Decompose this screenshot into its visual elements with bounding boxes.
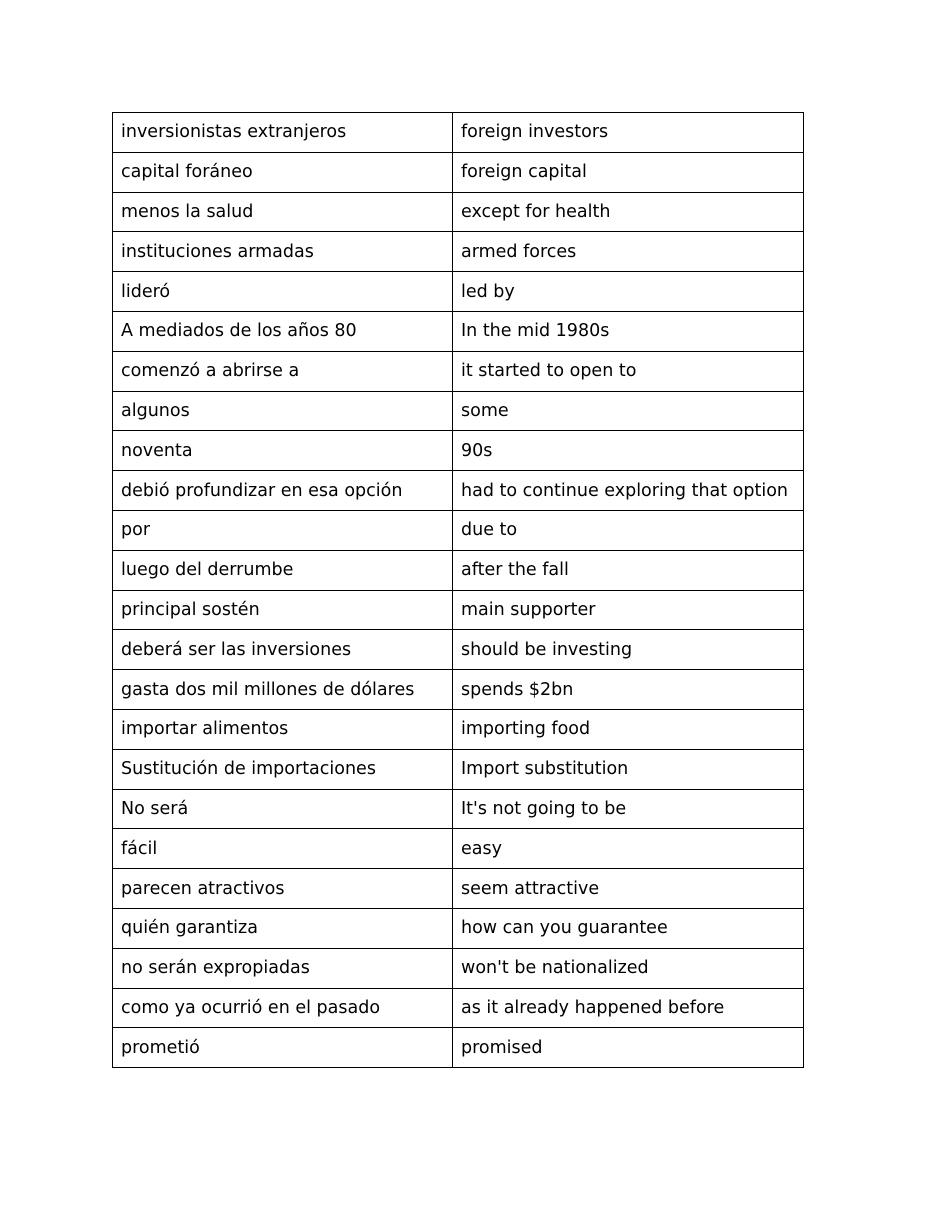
spanish-term-cell: gasta dos mil millones de dólares [113, 670, 453, 710]
spanish-term-cell: deberá ser las inversiones [113, 630, 453, 670]
spanish-term-cell: como ya ocurrió en el pasado [113, 988, 453, 1028]
spanish-term-cell: principal sostén [113, 590, 453, 630]
spanish-term-cell: luego del derrumbe [113, 550, 453, 590]
spanish-term-cell: noventa [113, 431, 453, 471]
english-translation-cell: how can you guarantee [453, 908, 804, 948]
table-row [113, 1028, 804, 1068]
table-row [113, 709, 804, 749]
table-row [113, 351, 804, 391]
table-row [113, 869, 804, 909]
table-row [113, 510, 804, 550]
english-translation-cell: easy [453, 829, 804, 869]
english-translation-cell: some [453, 391, 804, 431]
table-row [113, 988, 804, 1028]
english-translation-cell: seem attractive [453, 869, 804, 909]
spanish-term-cell: inversionistas extranjeros [113, 113, 453, 153]
table-row [113, 311, 804, 351]
table-row [113, 113, 804, 153]
spanish-term-cell: menos la salud [113, 192, 453, 232]
spanish-term-cell: lideró [113, 272, 453, 312]
vocabulary-table-body [113, 113, 804, 1068]
spanish-term-cell: algunos [113, 391, 453, 431]
table-row [113, 192, 804, 232]
spanish-term-cell: A mediados de los años 80 [113, 311, 453, 351]
english-translation-cell: 90s [453, 431, 804, 471]
spanish-term-cell: debió profundizar en esa opción [113, 471, 453, 511]
table-row [113, 431, 804, 471]
english-translation-cell: led by [453, 272, 804, 312]
spanish-term-cell: prometió [113, 1028, 453, 1068]
table-row [113, 232, 804, 272]
english-translation-cell: spends $2bn [453, 670, 804, 710]
english-translation-cell: won't be nationalized [453, 948, 804, 988]
english-translation-cell: foreign capital [453, 152, 804, 192]
table-row [113, 829, 804, 869]
english-translation-cell: foreign investors [453, 113, 804, 153]
table-row [113, 550, 804, 590]
english-translation-cell: main supporter [453, 590, 804, 630]
spanish-term-cell: quién garantiza [113, 908, 453, 948]
table-row [113, 391, 804, 431]
table-row [113, 789, 804, 829]
spanish-term-cell: comenzó a abrirse a [113, 351, 453, 391]
spanish-term-cell: parecen atractivos [113, 869, 453, 909]
spanish-term-cell: importar alimentos [113, 709, 453, 749]
table-row [113, 749, 804, 789]
english-translation-cell: armed forces [453, 232, 804, 272]
spanish-term-cell: instituciones armadas [113, 232, 453, 272]
english-translation-cell: It's not going to be [453, 789, 804, 829]
table-row [113, 272, 804, 312]
english-translation-cell: importing food [453, 709, 804, 749]
english-translation-cell: In the mid 1980s [453, 311, 804, 351]
table-row [113, 630, 804, 670]
english-translation-cell: should be investing [453, 630, 804, 670]
table-row [113, 590, 804, 630]
spanish-term-cell: no serán expropiadas [113, 948, 453, 988]
spanish-term-cell: capital foráneo [113, 152, 453, 192]
english-translation-cell: promised [453, 1028, 804, 1068]
english-translation-cell: as it already happened before [453, 988, 804, 1028]
table-row [113, 948, 804, 988]
english-translation-cell: Import substitution [453, 749, 804, 789]
spanish-term-cell: fácil [113, 829, 453, 869]
spanish-term-cell: No será [113, 789, 453, 829]
spanish-term-cell: por [113, 510, 453, 550]
english-translation-cell: due to [453, 510, 804, 550]
vocabulary-table [112, 112, 804, 1068]
table-row [113, 152, 804, 192]
english-translation-cell: it started to open to [453, 351, 804, 391]
table-row [113, 908, 804, 948]
table-row [113, 471, 804, 511]
english-translation-cell: except for health [453, 192, 804, 232]
spanish-term-cell: Sustitución de importaciones [113, 749, 453, 789]
english-translation-cell: had to continue exploring that option [453, 471, 804, 511]
table-row [113, 670, 804, 710]
english-translation-cell: after the fall [453, 550, 804, 590]
